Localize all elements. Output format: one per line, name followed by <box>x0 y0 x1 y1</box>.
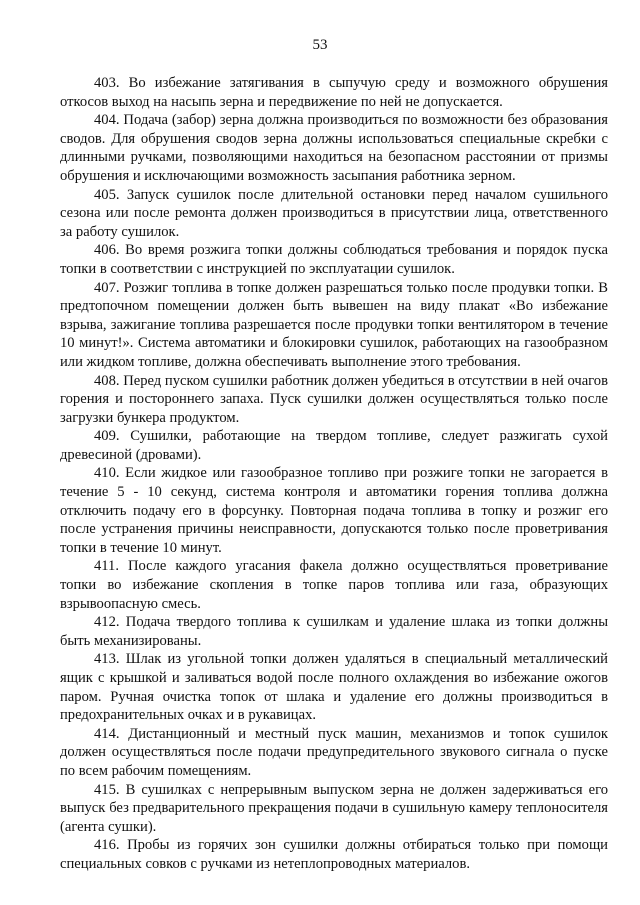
paragraph-405: 405. Запуск сушилок после длительной остановки перед началом сушильного сезона или после ремонта должен производиться в присутствии лица, ответственного за работу сушилок. <box>60 186 608 240</box>
paragraph-415: 415. В сушилках с непрерывным выпуском зерна не должен задерживаться его выпуск без предварительного прекращения подачи в сушильную камеру теплоносителя (агента сушки). <box>60 781 608 835</box>
paragraph-412: 412. Подача твердого топлива к сушилкам и удаление шлака из топки должны быть механизированы. <box>60 614 608 649</box>
paragraph-414: 414. Дистанционный и местный пуск машин, механизмов и топок сушилок должен осуществляться после подачи предупредительного звукового сигнала о пуске по всем рабочим помещениям. <box>60 725 608 779</box>
paragraph-408: 408. Перед пуском сушилки работник должен убедиться в отсутствии в ней очагов горения и постороннего запаха. Пуск сушилки должен осуществляться только после загрузки бункера продуктом. <box>60 372 608 426</box>
paragraph-413: 413. Шлак из угольной топки должен удаляться в специальный металлический ящик с крышкой и заливаться водой после полного охлаждения во избежание ожогов паром. Ручная очистка топок от шлака и удаление его должны производиться в предохранительных очках и в рукавицах. <box>60 651 608 724</box>
paragraph-407: 407. Розжиг топлива в топке должен разрешаться только после продувки топки. В предтопочном помещении должен быть вывешен на виду плакат «Во избежание взрыва, зажигание топлива разрешается после продувки топки вентилятором в течение 10 минут!». Система автоматики и блокировки сушилок, работающих на газообразном или жидком топливе, должна обеспечивать выполнение этого требования. <box>60 279 608 370</box>
paragraph-406: 406. Во время розжига топки должны соблюдаться требования и порядок пуска топки в соответствии с инструкцией по эксплуатации сушилок. <box>60 242 608 277</box>
paragraph-411: 411. После каждого угасания факела должно осуществляться проветривание топки во избежание скопления в топке паров топлива или газа, образующих взрывоопасную смесь. <box>60 558 608 612</box>
paragraph-404: 404. Подача (забор) зерна должна производиться по возможности без образования сводов. Для обрушения сводов зерна должны использоваться специальные скребки с длинными ручками, позволяющими находиться на безопасном расстоянии от призмы обрушения и исключающими возможность засыпания работника зерном. <box>60 112 608 184</box>
paragraph-416: 416. Пробы из горячих зон сушилки должны отбираться только при помощи специальных совков с ручками из нетеплопроводных материалов. <box>60 837 608 872</box>
paragraph-403: 403. Во избежание затягивания в сыпучую среду и возможного обрушения откосов выход на насыпь зерна и передвижение по ней не допускается. <box>60 75 608 110</box>
paragraph-410: 410. Если жидкое или газообразное топливо при розжиге топки не загорается в течение 5 - 10 секунд, система контроля и автоматики горения топлива должна отключить подачу его в форсунку. Повторная подача топлива в топку и розжиг его после устранения причины неисправности, допускаются только после проветривания топки в течение 10 минут. <box>60 465 608 556</box>
page-number: 53 <box>312 37 328 53</box>
paragraph-409: 409. Сушилки, работающие на твердом топливе, следует разжигать сухой древесиной (дровами). <box>60 428 608 463</box>
document-body <box>60 74 608 874</box>
